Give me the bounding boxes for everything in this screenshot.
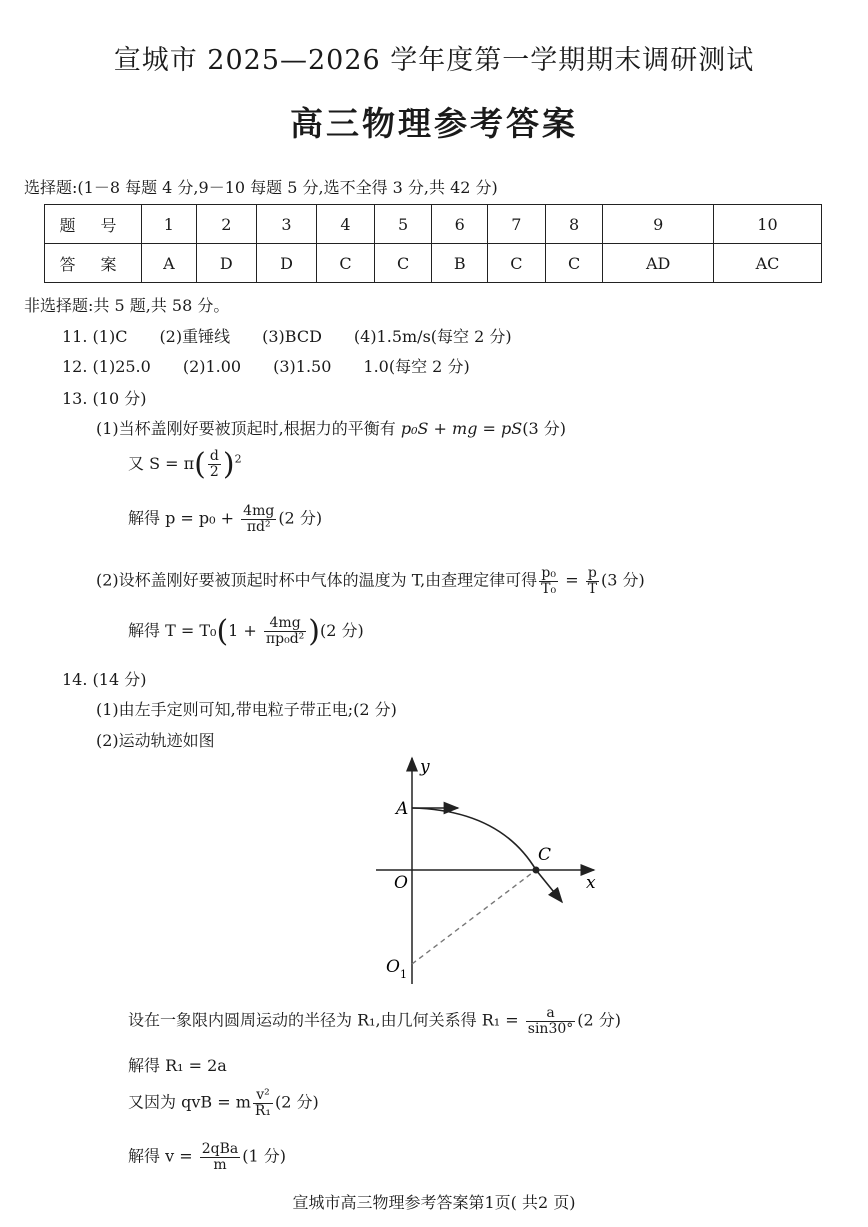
denominator: R₁ bbox=[254, 1102, 272, 1119]
q14-heading: 14. (14 分) bbox=[62, 670, 147, 689]
table-cell: C bbox=[488, 244, 546, 283]
table-cell: 3 bbox=[256, 205, 316, 244]
text: (2 分) bbox=[577, 1010, 622, 1030]
page-subtitle: 高三物理参考答案 bbox=[290, 104, 578, 143]
text: (3 分) bbox=[522, 419, 566, 438]
table-cell: 9 bbox=[603, 205, 714, 244]
text: 1 + bbox=[228, 621, 262, 640]
q14-solve-r: 解得 R₁ = 2a bbox=[128, 1056, 227, 1075]
fraction bbox=[241, 504, 276, 534]
numerator: v² bbox=[253, 1088, 273, 1104]
center-o1-label: O bbox=[386, 957, 400, 977]
table-cell: AD bbox=[603, 244, 714, 283]
fraction bbox=[253, 1088, 273, 1118]
text: (3 分) bbox=[601, 570, 645, 590]
table-cell: 7 bbox=[488, 205, 546, 244]
fraction bbox=[200, 1142, 241, 1172]
trajectory-diagram bbox=[370, 752, 610, 992]
denominator: T₀ bbox=[541, 580, 557, 597]
q14-radius bbox=[128, 1006, 621, 1036]
fraction bbox=[586, 566, 599, 596]
table-cell: C bbox=[317, 244, 375, 283]
fraction bbox=[539, 566, 558, 596]
table-row-answers bbox=[45, 244, 822, 283]
answer-q12: 12. (1)25.0 (2)1.00 (3)1.50 1.0(每空 2 分) bbox=[62, 357, 470, 376]
table-head-answer: 答 案 bbox=[45, 244, 142, 283]
table-cell: D bbox=[196, 244, 256, 283]
denominator: sin30° bbox=[527, 1020, 574, 1037]
table-cell: 10 bbox=[713, 205, 821, 244]
denominator: πd² bbox=[246, 518, 271, 535]
page-title: 宣城市 2025—2026 学年度第一学期期末调研测试 bbox=[113, 45, 755, 76]
denominator: T bbox=[587, 580, 598, 597]
text: 又 S = π bbox=[128, 454, 195, 473]
text: (2)设杯盖刚好要被顶起时杯中气体的温度为 T,由查理定律可得 bbox=[96, 570, 538, 590]
equation: p₀S + mg = pS bbox=[400, 419, 523, 438]
point-a-label: A bbox=[396, 799, 409, 819]
table-cell: 5 bbox=[374, 205, 432, 244]
text: (1)当杯盖刚好要被顶起时,根据力的平衡有 bbox=[96, 419, 401, 438]
numerator: d bbox=[209, 448, 219, 465]
numerator: 2qBa bbox=[201, 1141, 239, 1157]
fraction bbox=[208, 449, 221, 479]
table-cell: 6 bbox=[432, 205, 488, 244]
q14-solve-v bbox=[128, 1142, 286, 1172]
text: (2 分) bbox=[278, 508, 323, 528]
velocity-arrow-c bbox=[536, 870, 562, 902]
text: 解得 v = bbox=[128, 1146, 198, 1166]
answer-table bbox=[44, 204, 822, 283]
table-cell: AC bbox=[713, 244, 821, 283]
paren-left: ( bbox=[216, 614, 229, 649]
table-row-numbers bbox=[45, 205, 822, 244]
radius-dashed-line bbox=[412, 870, 536, 964]
y-label: y bbox=[420, 757, 430, 777]
numerator: 4mg bbox=[264, 616, 306, 632]
text: (1 分) bbox=[242, 1146, 286, 1166]
denominator: m bbox=[213, 1156, 227, 1173]
q13-part1 bbox=[96, 416, 566, 439]
q13-solve-p bbox=[128, 504, 322, 534]
text: 解得 T = T₀ bbox=[128, 621, 217, 640]
x-label: x bbox=[586, 873, 596, 893]
text: 又因为 qvB = m bbox=[128, 1092, 251, 1112]
numerator: 4mg bbox=[243, 503, 275, 519]
origin-label: O bbox=[394, 873, 408, 893]
q14-force bbox=[128, 1088, 319, 1118]
numerator: p bbox=[586, 566, 599, 582]
numerator: p₀ bbox=[539, 566, 558, 582]
q13-heading: 13. (10 分) bbox=[62, 389, 147, 408]
table-cell: C bbox=[374, 244, 432, 283]
q14-part2: (2)运动轨迹如图 bbox=[96, 731, 215, 750]
paren-right: ) bbox=[308, 614, 320, 649]
text: 解得 p = p₀ + bbox=[128, 508, 240, 528]
table-cell: 2 bbox=[196, 205, 256, 244]
table-head-number: 题 号 bbox=[45, 205, 142, 244]
center-o1-subscript: 1 bbox=[400, 968, 407, 981]
table-cell: 8 bbox=[545, 205, 603, 244]
choice-intro: 选择题:(1－8 每题 4 分,9－10 每题 5 分,选不全得 3 分,共 42 分) bbox=[24, 178, 498, 197]
q14-part1: (1)由左手定则可知,带电粒子带正电;(2 分) bbox=[96, 700, 397, 719]
point-c-label: C bbox=[538, 845, 552, 865]
arc-trajectory bbox=[412, 808, 536, 870]
fraction bbox=[526, 1006, 576, 1036]
q13-solve-t bbox=[128, 614, 364, 649]
denominator: πp₀d² bbox=[265, 631, 305, 647]
page-footer: 宣城市高三物理参考答案第1页( 共2 页) bbox=[292, 1193, 576, 1212]
q13-area-formula: 又 S = π( $\frac{d}{2}$ )$^2$ bbox=[128, 447, 242, 482]
text: (2 分) bbox=[275, 1092, 319, 1112]
fraction bbox=[264, 616, 306, 646]
table-cell: B bbox=[432, 244, 488, 283]
table-cell: 4 bbox=[317, 205, 375, 244]
table-cell: C bbox=[545, 244, 603, 283]
table-cell: 1 bbox=[142, 205, 197, 244]
text: (2 分) bbox=[320, 621, 364, 640]
nonchoice-intro: 非选择题:共 5 题,共 58 分。 bbox=[24, 296, 230, 315]
paren-left: ( bbox=[194, 447, 206, 482]
text: 设在一象限内圆周运动的半径为 R₁,由几何关系得 R₁ = bbox=[128, 1010, 524, 1030]
point-c-dot bbox=[533, 867, 540, 874]
answer-q11: 11. (1)C (2)重锤线 (3)BCD (4)1.5m/s(每空 2 分) bbox=[62, 327, 512, 346]
table-cell: A bbox=[142, 244, 197, 283]
table-cell: D bbox=[256, 244, 316, 283]
paren-right: ) bbox=[222, 447, 235, 482]
numerator: a bbox=[526, 1006, 576, 1022]
denominator: 2 bbox=[209, 464, 219, 480]
q13-part2: (2)设杯盖刚好要被顶起时杯中气体的温度为 T,由查理定律可得 $\frac{\text{p₀}}{\text{T₀}}$ = $\frac{p}{T}$ (3 分) bbox=[96, 565, 645, 597]
